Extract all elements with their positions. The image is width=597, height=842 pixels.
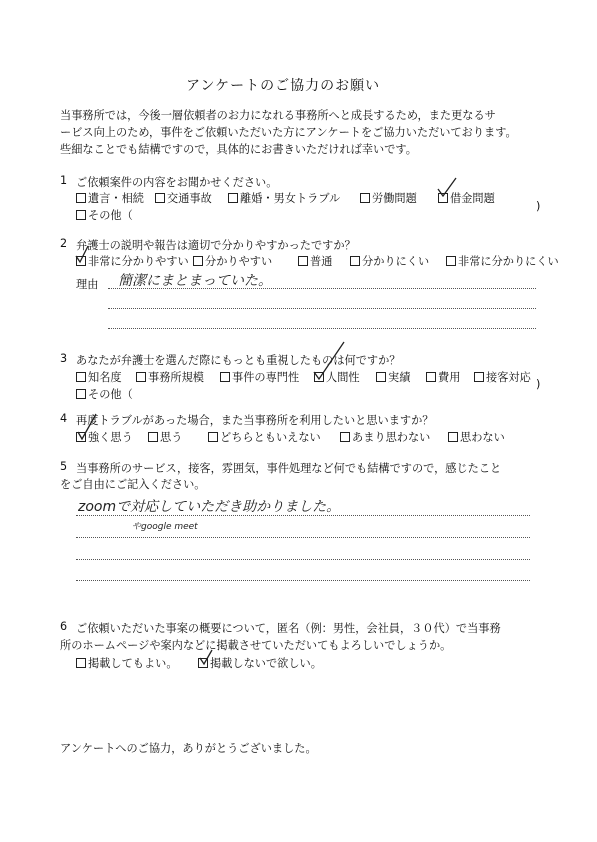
q2-number: 2 [60,237,68,250]
q1-number: 1 [60,174,68,187]
reason-line-1[interactable] [108,288,536,289]
comment-line-4[interactable] [76,580,530,581]
q3-option-2[interactable]: 事務所規模 [136,369,204,385]
q4-option-4[interactable]: あまり思わない [340,429,430,445]
q3-option-1[interactable]: 知名度 [76,369,122,385]
q3-option-4[interactable]: 人間性 [314,369,360,385]
q4-number: 4 [60,412,68,425]
checkbox[interactable] [360,193,370,203]
q4-option-1[interactable]: 強く思う [76,429,133,445]
q1-option-5[interactable]: 借金問題 [438,190,495,206]
reason-line-3[interactable] [108,328,536,329]
checkbox[interactable] [298,256,308,266]
q5-handwritten-2: やgoogle meet [132,522,198,532]
q2-option-5[interactable]: 非常に分かりにくい [446,253,559,269]
q5-question-line-2: をご自由にご記入ください。 [60,478,206,491]
checkbox[interactable] [76,658,86,668]
comment-line-2[interactable] [76,537,530,538]
q2-option-3[interactable]: 普通 [298,253,332,269]
comment-line-3[interactable] [76,559,530,560]
page-title: アンケートのご協力のお願い [186,78,381,94]
checkbox[interactable] [376,372,386,382]
check-mark-icon [312,340,346,382]
checkbox[interactable] [426,372,436,382]
intro-line-1: 当事務所では，今後一層依頼者のお力になれる事務所へと成長するため，また更なるサ [60,109,496,122]
comment-line-1[interactable] [76,515,530,516]
q2-reason-handwritten: 簡潔にまとまっていた。 [118,273,272,289]
q3-number: 3 [60,352,68,365]
q2-option-2[interactable]: 分かりやすい [193,253,272,269]
checkbox[interactable] [76,193,86,203]
q4-option-3[interactable]: どちらともいえない [208,429,321,445]
checkbox[interactable] [474,372,484,382]
check-mark-icon [76,412,98,442]
q1-option-other[interactable]: その他（ [76,207,133,223]
checkbox[interactable] [155,193,165,203]
q5-number: 5 [60,460,68,473]
q3-option-7[interactable]: 接客対応 [474,369,531,385]
q6-option-1[interactable]: 掲載してもよい。 [76,655,178,671]
checkbox[interactable] [76,210,86,220]
q3-option-6[interactable]: 費用 [426,369,460,385]
q1-option-3[interactable]: 離婚・男女トラブル [228,190,340,206]
q2-question: 弁護士の説明や報告は適切で分かりやすかったですか？ [76,239,356,252]
q5-handwritten-1: zoomで対応していただき助かりました。 [78,499,341,515]
q3-option-other[interactable]: その他（ [76,386,133,402]
check-mark-icon [198,648,214,666]
reason-line-2[interactable] [108,308,536,309]
q1-option-2[interactable]: 交通事故 [155,190,212,206]
checkbox[interactable] [446,256,456,266]
q1-question: ご依頼案件の内容をお聞かせください。 [76,176,278,189]
q2-option-1[interactable]: 非常に分かりやすい [76,253,189,269]
check-mark-icon [74,244,90,264]
check-mark-icon [436,176,458,200]
checkbox[interactable] [208,432,218,442]
checkbox[interactable] [340,432,350,442]
intro-line-3: 些細なことでも結構ですので，具体的にお書きいただければ幸いです。 [60,143,417,156]
q6-question-line-2: 所のホームページや案内などに掲載させていただいてもよろしいでしょうか。 [60,639,452,652]
q4-option-2[interactable]: 思う [148,429,182,445]
closing-message: アンケートへのご協力，ありがとうございました。 [60,742,317,755]
checkbox[interactable] [350,256,360,266]
checkbox[interactable] [228,193,238,203]
checkbox[interactable] [148,432,158,442]
q6-number: 6 [60,620,68,633]
q3-option-5[interactable]: 実績 [376,369,410,385]
q4-option-5[interactable]: 思わない [448,429,505,445]
checkbox[interactable] [76,372,86,382]
checkbox[interactable] [136,372,146,382]
q1-option-4[interactable]: 労働問題 [360,190,417,206]
q2-reason-label: 理由 [76,278,99,291]
q3-option-3[interactable]: 事件の専門性 [220,369,299,385]
checkbox[interactable] [220,372,230,382]
q2-option-4[interactable]: 分かりにくい [350,253,429,269]
q1-other-close: ) [536,200,541,213]
checkbox[interactable] [76,389,86,399]
intro-line-2: ービス向上のため，事件をご依頼いただいた方にアンケートをご協力いただいております。 [60,126,517,139]
q6-option-2[interactable]: 掲載しないで欲しい。 [198,655,322,671]
q6-question-line-1: ご依頼いただいた事案の概要について，匿名（例：男性，会社員，３０代）で当事務 [76,622,501,635]
checkbox[interactable] [448,432,458,442]
checkbox[interactable] [193,256,203,266]
q4-question: 再度トラブルがあった場合，また当事務所を利用したいと思いますか？ [76,414,434,427]
q5-question-line-1: 当事務所のサービス，接客，雰囲気，事件処理など何でも結構ですので，感じたこと [76,462,502,475]
q1-option-1[interactable]: 遺言・相続 [76,190,144,206]
q3-question: あなたが弁護士を選んだ際にもっとも重視したものは何ですか？ [76,354,401,367]
q3-other-close: ) [536,378,541,391]
